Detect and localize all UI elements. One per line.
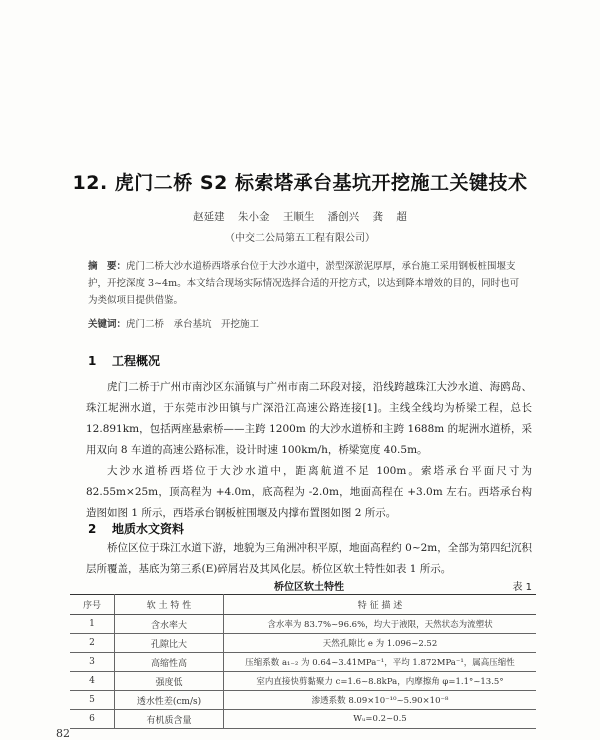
table-cell: 6 — [70, 710, 115, 729]
header-cell: 特 征 描 述 — [224, 595, 537, 615]
table-cell: 高缩性高 — [115, 653, 224, 672]
section-heading-1 — [88, 352, 160, 369]
table-cell: 有机质含量 — [115, 710, 224, 729]
section-number: 1 — [88, 354, 97, 368]
paragraph: 大沙水道桥西塔位于大沙水道中，距离航道不足 100m。索塔承台平面尺寸为 82.55m×25m，顶高程为 +4.0m，底高程为 -2.0m，地面高程在 +3.0m 左右。西塔承台构造图如图 1 所示，西塔承台钢板桩围堰及内撑布置图如图 2 所示。 — [86, 465, 532, 519]
section-heading-2 — [88, 520, 184, 537]
keywords — [88, 316, 528, 330]
table-cell: 1 — [70, 615, 115, 634]
table-number: 表 1 — [512, 582, 532, 593]
table-cell: 室内直接快剪黏聚力 c=1.6~8.8kPa，内摩擦角 φ=1.1°~13.5° — [224, 672, 537, 691]
abstract-text: 虎门二桥大沙水道桥西塔承台位于大沙水道中，淤型深淤泥厚厚，承台施工采用钢板桩围堰支护，开挖深度 3~4m。本文结合现场实际情况选择合适的开挖方式，以达到降本增效的目的，同时也可为类似项目提供借鉴。 — [88, 261, 520, 306]
table-row — [70, 710, 536, 729]
table-cell: 天然孔隙比 e 为 1.096~2.52 — [224, 634, 537, 653]
article-title: 12. 虎门二桥 S2 标索塔承台基坑开挖施工关键技术 — [72, 172, 528, 194]
header-cell: 软 土 特 性 — [115, 595, 224, 615]
affiliation: （中交二公局第五工程有限公司） — [225, 233, 375, 244]
paragraph: 虎门二桥于广州市南沙区东涌镇与广州市南二环段对接，沿线跨越珠江大沙水道、海鸥岛、珠江坭洲水道，于东莞市沙田镇与广深沿江高速公路连接[1]。主线全线均为桥梁工程，总长 12.891km，包括两座悬索桥——主跨 1200m 的大沙水道桥和主跨 1688m 的坭洲水道桥，采用双向 8 车道的高速公路标准，设计时速 100km/h，桥梁宽度 40.5m。 — [86, 381, 532, 456]
table-cell: 渗透系数 8.09×10⁻¹⁰~5.90×10⁻⁸ — [224, 691, 537, 710]
abstract-label: 摘 要： — [88, 261, 127, 272]
keywords-label: 关键词： — [88, 319, 127, 330]
table-row — [70, 691, 536, 710]
table-row — [70, 653, 536, 672]
table-cell: 透水性差(cm/s) — [115, 691, 224, 710]
keywords-text: 虎门二桥 承台基坑 开挖施工 — [126, 319, 260, 330]
paragraph: 桥位区位于珠江水道下游，地貌为三角洲冲积平原，地面高程约 0~2m，全部为第四纪沉积层所覆盖，基底为第三系(E)碎屑岩及其风化层。桥位区软土特性如表 1 所示。 — [86, 542, 532, 575]
table-caption-title: 桥位区软土特性 — [274, 582, 344, 593]
author-list: 赵延建 朱小金 王顺生 潘创兴 龚 超 — [193, 211, 407, 223]
table-cell: 3 — [70, 653, 115, 672]
table-row — [70, 615, 536, 634]
table-row — [70, 672, 536, 691]
section-title: 工程概况 — [112, 354, 161, 368]
abstract — [88, 258, 528, 309]
table-cell: Wᵤ=0.2~0.5 — [224, 710, 537, 729]
table-cell: 孔隙比大 — [115, 634, 224, 653]
header-cell: 序号 — [70, 595, 115, 615]
page-number: 82 — [56, 727, 70, 740]
table-cell: 压缩系数 a₁₋₂ 为 0.64~3.41MPa⁻¹，平均 1.872MPa⁻¹，属高压缩性 — [224, 653, 537, 672]
table-cell: 2 — [70, 634, 115, 653]
section-title: 地质水文资料 — [112, 522, 185, 536]
table-cell: 强度低 — [115, 672, 224, 691]
table-cell: 含水率大 — [115, 615, 224, 634]
table-cell: 含水率为 83.7%~96.6%，均大于液限，天然状态为流塑状 — [224, 615, 537, 634]
table-cell: 5 — [70, 691, 115, 710]
section-number: 2 — [88, 522, 97, 536]
soil-properties-table — [70, 594, 536, 729]
table-cell: 4 — [70, 672, 115, 691]
table-row — [70, 634, 536, 653]
table-header-row — [70, 595, 536, 615]
